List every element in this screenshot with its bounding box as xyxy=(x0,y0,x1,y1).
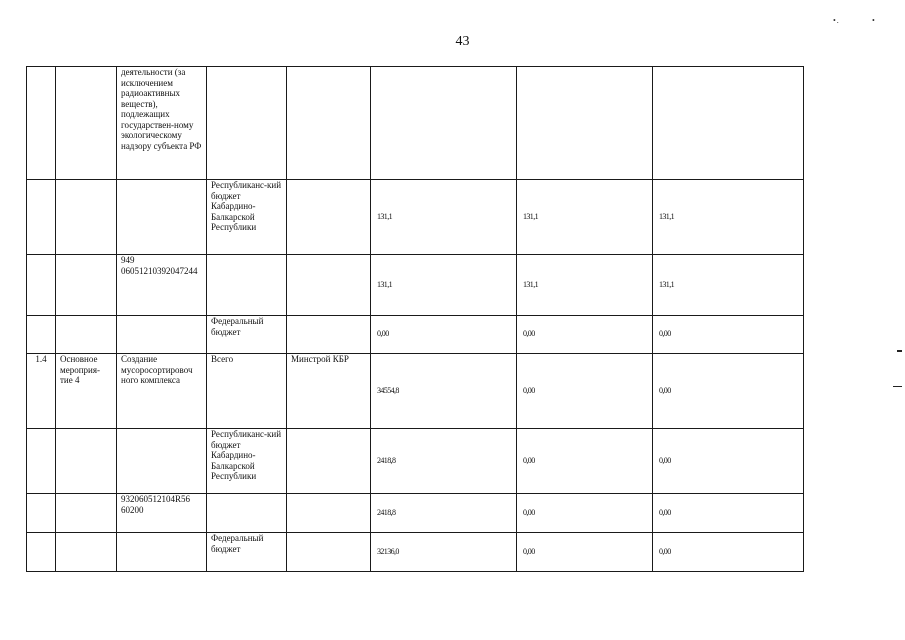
table-cell xyxy=(56,533,117,572)
table-cell: 949 06051210392047244 xyxy=(117,255,207,316)
table-cell xyxy=(56,494,117,533)
scan-speck: •. xyxy=(833,16,840,25)
table-cell xyxy=(27,533,56,572)
table-row xyxy=(27,494,804,533)
table-cell: Республиканс-кий бюджет Кабардино-Балкарской Республики xyxy=(207,429,287,494)
table-row xyxy=(27,180,804,255)
table-cell xyxy=(207,494,287,533)
table-cell xyxy=(27,255,56,316)
table-cell: 0,00 xyxy=(517,494,653,533)
table-cell: 2418,8 xyxy=(371,429,517,494)
table-cell: Республиканс-кий бюджет Кабардино-Балкарской Республики xyxy=(207,180,287,255)
table-cell: 0,00 xyxy=(517,354,653,429)
budget-table xyxy=(26,66,804,572)
table-cell xyxy=(207,255,287,316)
table-cell: 0,00 xyxy=(517,533,653,572)
table-cell xyxy=(287,67,371,180)
table-cell xyxy=(287,316,371,354)
table-cell: 0,00 xyxy=(653,429,804,494)
table-cell xyxy=(117,533,207,572)
scan-speck: • xyxy=(872,16,876,25)
table-cell: 0,00 xyxy=(653,316,804,354)
table-cell: 932060512104R56 60200 xyxy=(117,494,207,533)
table-cell xyxy=(287,494,371,533)
table-cell: деятельности (за исключением радиоактивных веществ), подлежащих государствен-ному экологическому надзору субъекта РФ xyxy=(117,67,207,180)
page-number: 43 xyxy=(455,34,470,49)
table-cell: Федеральный бюджет xyxy=(207,533,287,572)
table-row xyxy=(27,316,804,354)
table-cell: 0,00 xyxy=(517,316,653,354)
table-cell: 131,1 xyxy=(371,255,517,316)
table-cell: 131,1 xyxy=(517,180,653,255)
table-cell: 34554,8 xyxy=(371,354,517,429)
table-cell: 1.4 xyxy=(27,354,56,429)
table-cell: 0,00 xyxy=(517,429,653,494)
table-cell xyxy=(287,429,371,494)
table-cell: 131,1 xyxy=(653,255,804,316)
table-cell xyxy=(287,255,371,316)
table-cell: Минстрой КБР xyxy=(287,354,371,429)
table-row xyxy=(27,255,804,316)
table-cell: 131,1 xyxy=(517,255,653,316)
table-row xyxy=(27,67,804,180)
table-cell xyxy=(287,180,371,255)
table-cell xyxy=(56,67,117,180)
table-cell xyxy=(56,316,117,354)
table-cell: Всего xyxy=(207,354,287,429)
table-cell xyxy=(27,180,56,255)
table-cell xyxy=(287,533,371,572)
table-row xyxy=(27,533,804,572)
scan-mark xyxy=(897,350,902,352)
table-cell xyxy=(653,67,804,180)
table-cell xyxy=(27,67,56,180)
table-cell: 0,00 xyxy=(653,494,804,533)
scan-mark xyxy=(893,386,902,387)
table-cell: Федеральный бюджет xyxy=(207,316,287,354)
table-cell xyxy=(517,67,653,180)
table-cell xyxy=(27,429,56,494)
table-cell xyxy=(27,316,56,354)
table-cell: Создание мусоросортировоч ного комплекса xyxy=(117,354,207,429)
table-cell xyxy=(56,429,117,494)
table-cell: 0,00 xyxy=(371,316,517,354)
table-cell: Основное мероприя-тие 4 xyxy=(56,354,117,429)
table-cell xyxy=(27,494,56,533)
table-cell: 131,1 xyxy=(371,180,517,255)
table-cell xyxy=(117,316,207,354)
table-cell xyxy=(207,67,287,180)
table-row xyxy=(27,354,804,429)
table-cell: 0,00 xyxy=(653,354,804,429)
table-cell xyxy=(56,255,117,316)
table-cell xyxy=(117,429,207,494)
table-cell: 0,00 xyxy=(653,533,804,572)
table-row xyxy=(27,429,804,494)
table-cell: 32136,0 xyxy=(371,533,517,572)
table-cell xyxy=(56,180,117,255)
table-cell: 131,1 xyxy=(653,180,804,255)
table-cell xyxy=(371,67,517,180)
table-cell xyxy=(117,180,207,255)
table-cell: 2418,8 xyxy=(371,494,517,533)
